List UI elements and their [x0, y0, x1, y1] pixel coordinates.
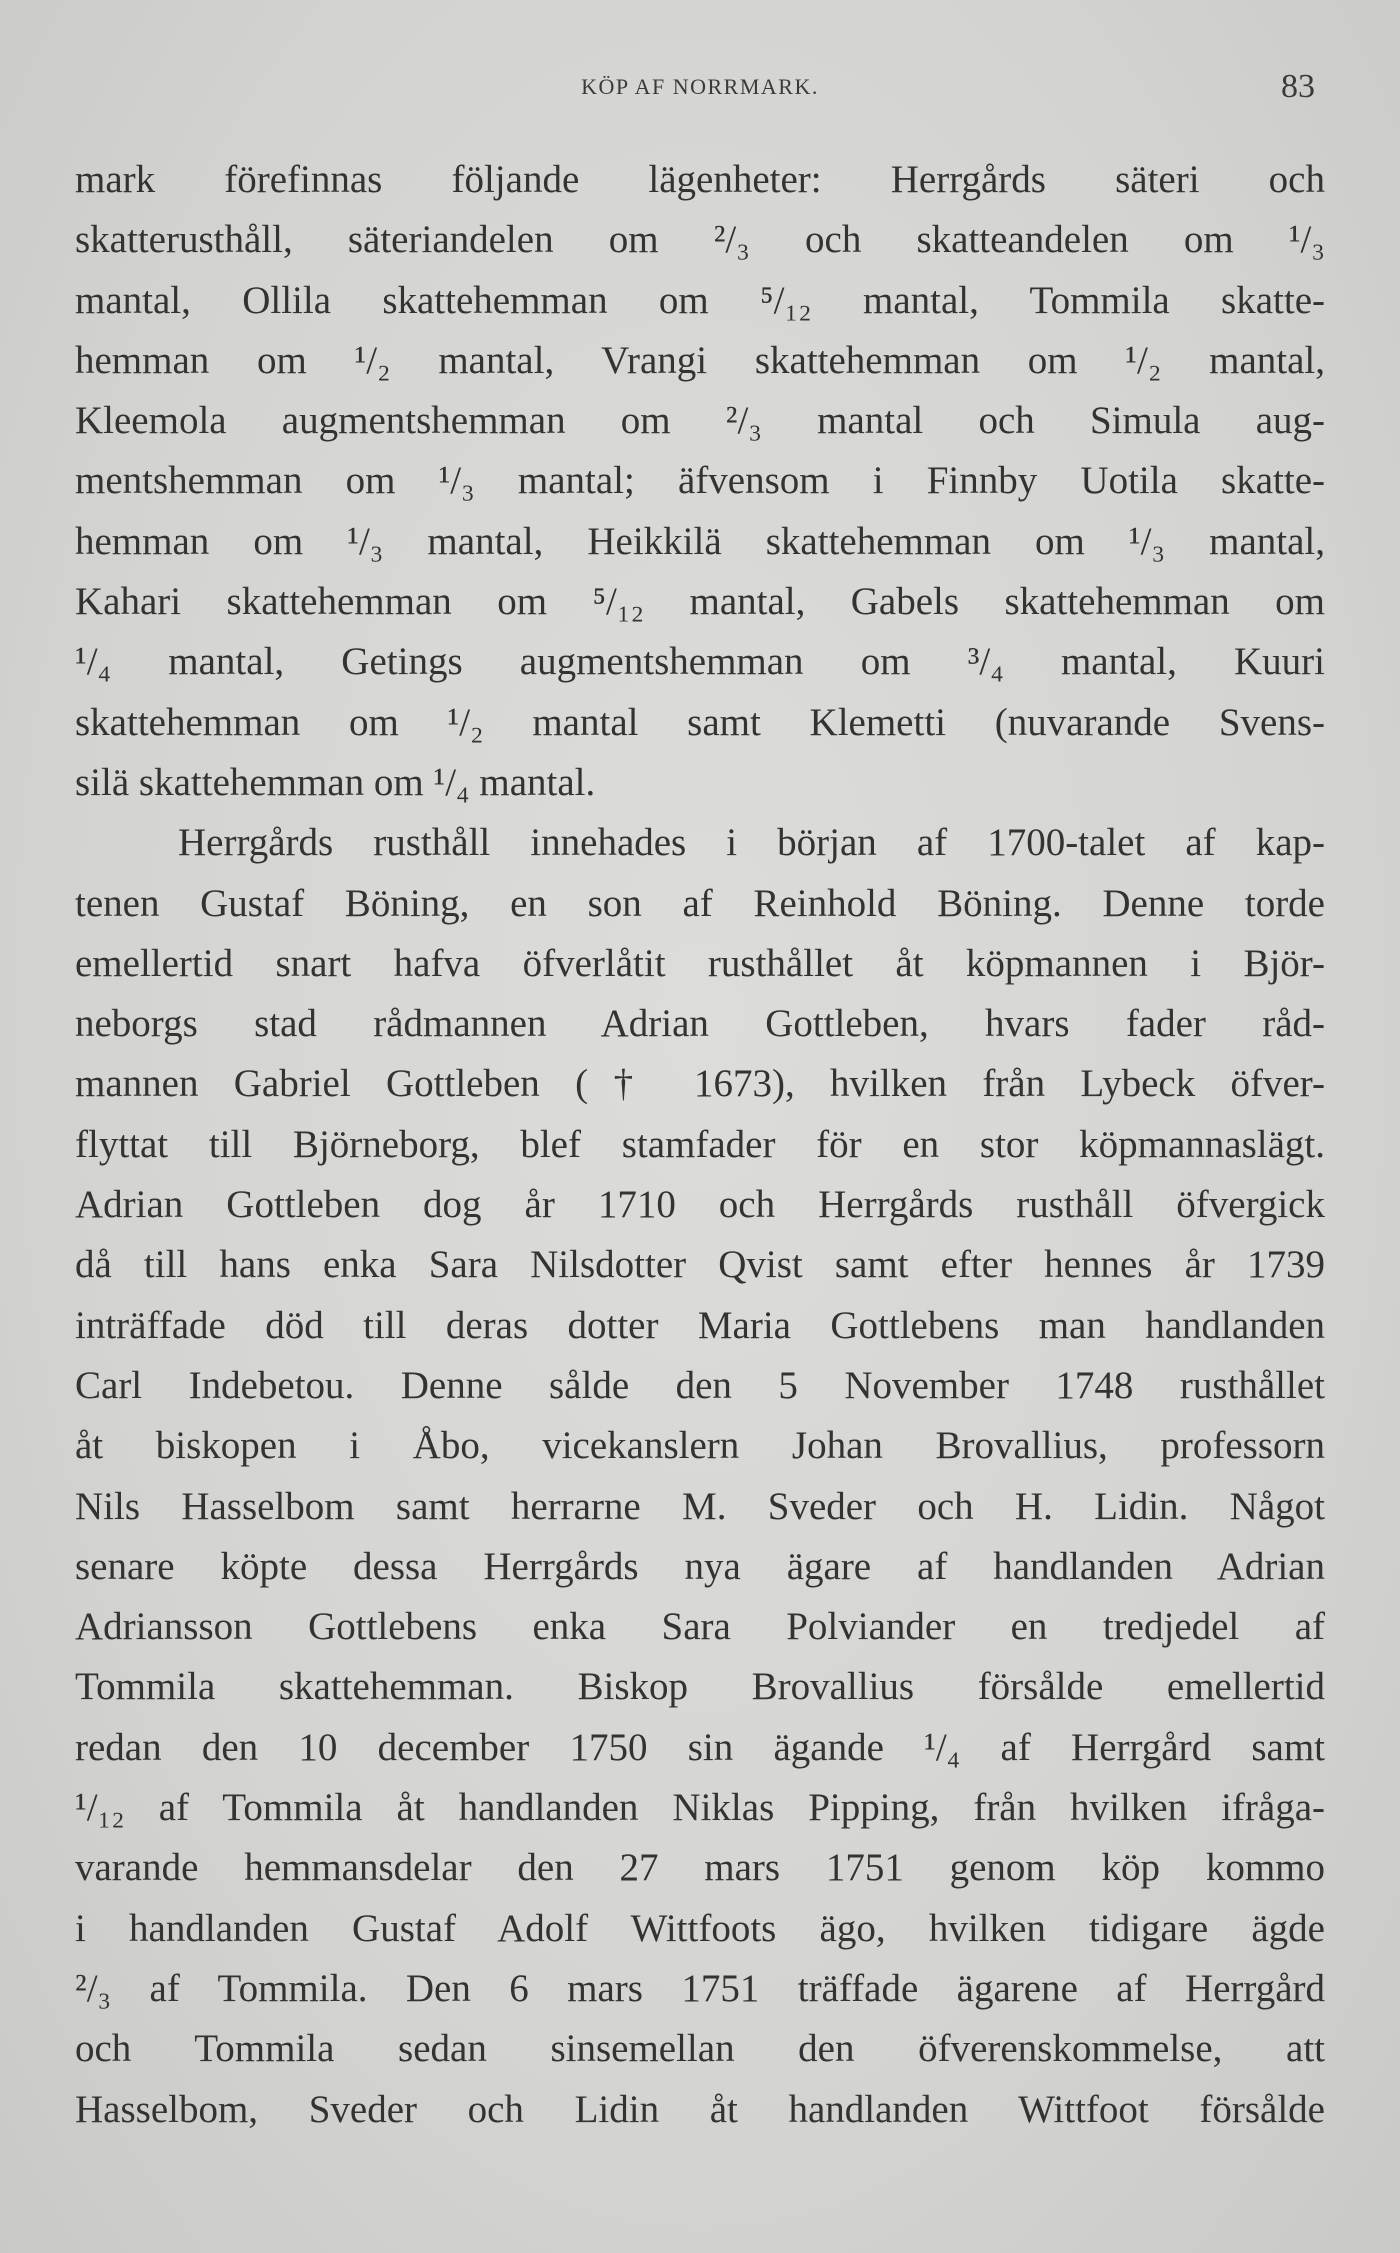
text-line: tenen Gustaf Böning, en son af Reinhold Böning. Denne torde [75, 881, 1325, 925]
text-line: Tommila skattehemman. Biskop Brovallius försålde emellertid [75, 1665, 1325, 1709]
text-line: Adrian Gottleben dog år 1710 och Herrgårds rusthåll öfvergick [75, 1183, 1325, 1227]
text-line: varande hemmansdelar den 27 mars 1751 genom köp kommo [75, 1846, 1325, 1890]
text-line: skatterusthåll, säteriandelen om ²/₃ och skatteandelen om ¹/₃ [75, 218, 1325, 262]
text-line: Hasselbom, Sveder och Lidin åt handlanden Wittfoot försålde [75, 2087, 1325, 2131]
text-line: Carl Indebetou. Denne sålde den 5 November 1748 rusthållet [75, 1363, 1325, 1407]
text-line: Adriansson Gottlebens enka Sara Polviander en tredjedel af [75, 1605, 1325, 1649]
text-line: åt biskopen i Åbo, vicekanslern Johan Brovallius, professorn [75, 1424, 1325, 1468]
text-line: senare köpte dessa Herrgårds nya ägare af handlanden Adrian [75, 1544, 1325, 1588]
text-line: flyttat till Björneborg, blef stamfader för en stor köpmannaslägt. [75, 1122, 1325, 1166]
text-line: Herrgårds rusthåll innehades i början af 1700-talet af kap- [178, 821, 1325, 865]
text-line: mantal, Ollila skattehemman om ⁵/₁₂ mantal, Tommila skatte- [75, 278, 1325, 322]
text-line: ²/₃ af Tommila. Den 6 mars 1751 träffade ägarene af Herrgård [75, 1966, 1325, 2010]
text-line: och Tommila sedan sinsemellan den öfverenskommelse, att [75, 2027, 1325, 2071]
text-line: i handlanden Gustaf Adolf Wittfoots ägo, hvilken tidigare ägde [75, 1906, 1325, 1950]
text-line: neborgs stad rådmannen Adrian Gottleben, hvars fader råd- [75, 1002, 1325, 1046]
text-line: ¹/₁₂ af Tommila åt handlanden Niklas Pipping, från hvilken ifråga- [75, 1786, 1325, 1830]
text-line: skattehemman om ¹/₂ mantal samt Klemetti (nuvarande Svens- [75, 700, 1325, 744]
running-head [0, 64, 1400, 104]
text-line: Nils Hasselbom samt herrarne M. Sveder och H. Lidin. Något [75, 1484, 1325, 1528]
text-line: mannen Gabriel Gottleben († 1673), hvilken från Lybeck öfver- [75, 1062, 1325, 1106]
text-line: Kahari skattehemman om ⁵/₁₂ mantal, Gabels skattehemman om [75, 580, 1325, 624]
paragraph-2 [75, 813, 1325, 2140]
paragraph-1 [75, 150, 1325, 813]
page-number: 83 [1281, 68, 1315, 105]
text-line: inträffade död till deras dotter Maria Gottlebens man handlanden [75, 1303, 1325, 1347]
text-line: hemman om ¹/₂ mantal, Vrangi skattehemman om ¹/₂ mantal, [75, 338, 1325, 382]
text-line: silä skattehemman om ¹/₄ mantal. [75, 760, 596, 804]
running-title: KÖP AF NORRMARK. [581, 74, 819, 99]
text-line: emellertid snart hafva öfverlåtit rusthållet åt köpmannen i Björ- [75, 941, 1325, 985]
text-line: hemman om ¹/₃ mantal, Heikkilä skattehemman om ¹/₃ mantal, [75, 519, 1325, 563]
text-line: då till hans enka Sara Nilsdotter Qvist samt efter hennes år 1739 [75, 1243, 1325, 1287]
body-text [75, 150, 1325, 2140]
text-line: ¹/₄ mantal, Getings augmentshemman om ³/₄ mantal, Kuuri [75, 640, 1325, 684]
text-line: mentshemman om ¹/₃ mantal; äfvensom i Finnby Uotila skatte- [75, 459, 1325, 503]
text-line: redan den 10 december 1750 sin ägande ¹/₄ af Herrgård samt [75, 1725, 1325, 1769]
text-line: Kleemola augmentshemman om ²/₃ mantal och Simula aug- [75, 399, 1325, 443]
text-line: mark förefinnas följande lägenheter: Herrgårds säteri och [75, 158, 1325, 201]
